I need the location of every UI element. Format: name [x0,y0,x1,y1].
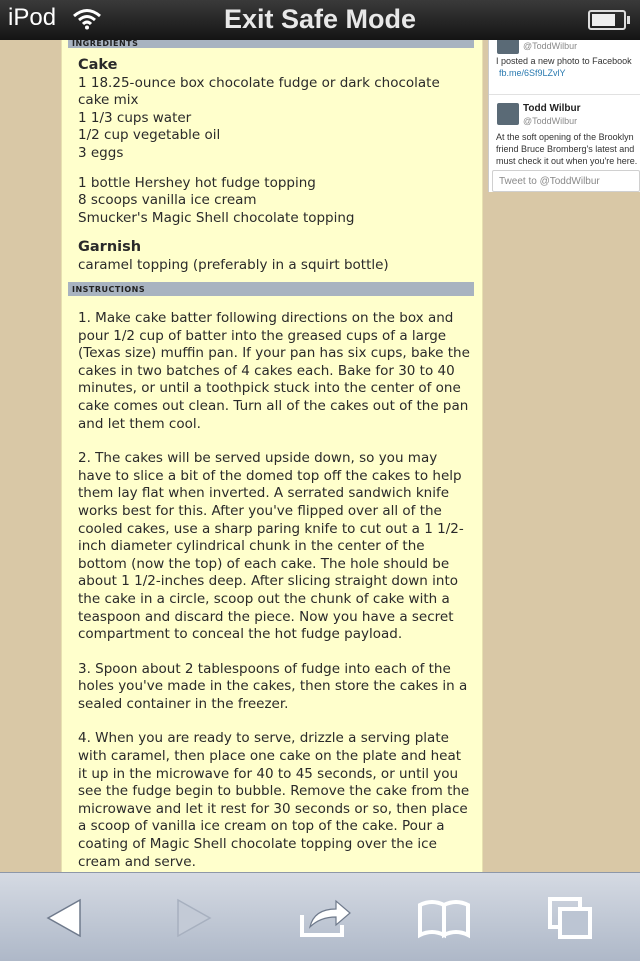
garnish-title: Garnish [78,239,142,256]
ingredient-item: caramel topping (preferably in a squirt bottle) [78,256,389,273]
instructions-list [78,310,474,872]
tweet-link[interactable]: fb.me/6Sf9LZvlY [499,68,566,78]
ingredient-item: 1 18.25-ounce box chocolate fudge or dark chocolate [78,74,440,91]
share-icon[interactable] [296,895,356,941]
ingredient-item: 1 1/3 cups water [78,109,192,126]
tweet-text: At the soft opening of the Brooklyn [496,132,634,142]
status-bar [0,0,640,40]
forward-icon[interactable] [162,895,222,941]
ingredient-item: 3 eggs [78,144,124,161]
browser-toolbar [0,872,640,961]
avatar[interactable] [497,103,519,125]
instruction-step: 2. The cakes will be served upside down, so you may have to slice a bit of the domed top off the cakes to help them lay flat when inverted. A serrated sandwich knife works best for this. After you've flipped over all of the cooled cakes, use a sharp paring knife to cut out a 1 1/2-inch diameter cylindrical chunk in the center of the bottom (now the top) of each cake. The hole should be about 1 1/2-inches deep. After slicing straight down into the cake in a circle, scoop out the chunk of cake with a teaspoon and discard the piece. Now you have a secret compartment to conceal the hot fudge payload. [78,450,464,643]
tabs-icon[interactable] [540,895,600,941]
tweet-text: friend Bruce Bromberg's latest and [496,144,635,154]
instructions-header: INSTRUCTIONS [68,282,474,296]
ingredients-list [78,57,474,275]
tweet-handle[interactable]: @ToddWilbur [523,116,578,126]
ingredient-item: 1/2 cup vegetable oil [78,127,221,144]
recipe-content[interactable] [61,40,483,872]
instruction-step: 4. When you are ready to serve, drizzle a serving plate with caramel, then place one cake on the plate and heat it up in the microwave for 40 to 45 seconds, or until you see the fudge begin to bubble. Remove the cake from the microwave and let it rest for 30 seconds or so, then place a scoop of vanilla ice cream on top of the cake. Pour a coating of Magic Shell chocolate topping over the ice cream and serve. [78,730,470,870]
ingredients-header: INGREDIENTS [68,40,474,48]
battery-icon [588,10,626,30]
instruction-step: 1. Make cake batter following directions on the box and pour 1/2 cup of batter into the greased cups of a large (Texas size) muffin pan. If your pan has six cups, bake the cakes in two batches of 4 cakes each. Bake for 30 to 40 minutes, or until a toothpick stuck into the center of one cake comes out clean. Turn all of the cakes out of the pan and let them cool. [78,310,470,432]
tweet-text: I posted a new photo to Facebook [496,56,632,66]
back-icon[interactable] [36,895,96,941]
bookmarks-icon[interactable] [414,895,474,941]
ingredient-item: Smucker's Magic Shell chocolate topping [78,209,355,226]
battery-level [592,14,615,26]
tweet-author[interactable]: Todd Wilbur [523,103,581,114]
cake-title: Cake [78,57,118,73]
ingredient-item: 1 bottle Hershey hot fudge topping [78,174,316,191]
ingredient-item: 8 scoops vanilla ice cream [78,192,257,209]
instruction-step: 3. Spoon about 2 tablespoons of fudge into each of the holes you've made in the cakes, then store the cakes in a sealed container in the freezer. [78,660,468,712]
safe-mode-title[interactable]: Exit Safe Mode [223,4,417,34]
ingredient-item: cake mix [78,92,139,109]
divider [489,94,640,95]
tweet-handle[interactable]: @ToddWilbur [523,41,578,51]
tweet-text: must check it out when you're here. [496,156,638,166]
tweet-input[interactable]: Tweet to @ToddWilbur [492,170,640,192]
device-name: iPod [8,4,57,31]
